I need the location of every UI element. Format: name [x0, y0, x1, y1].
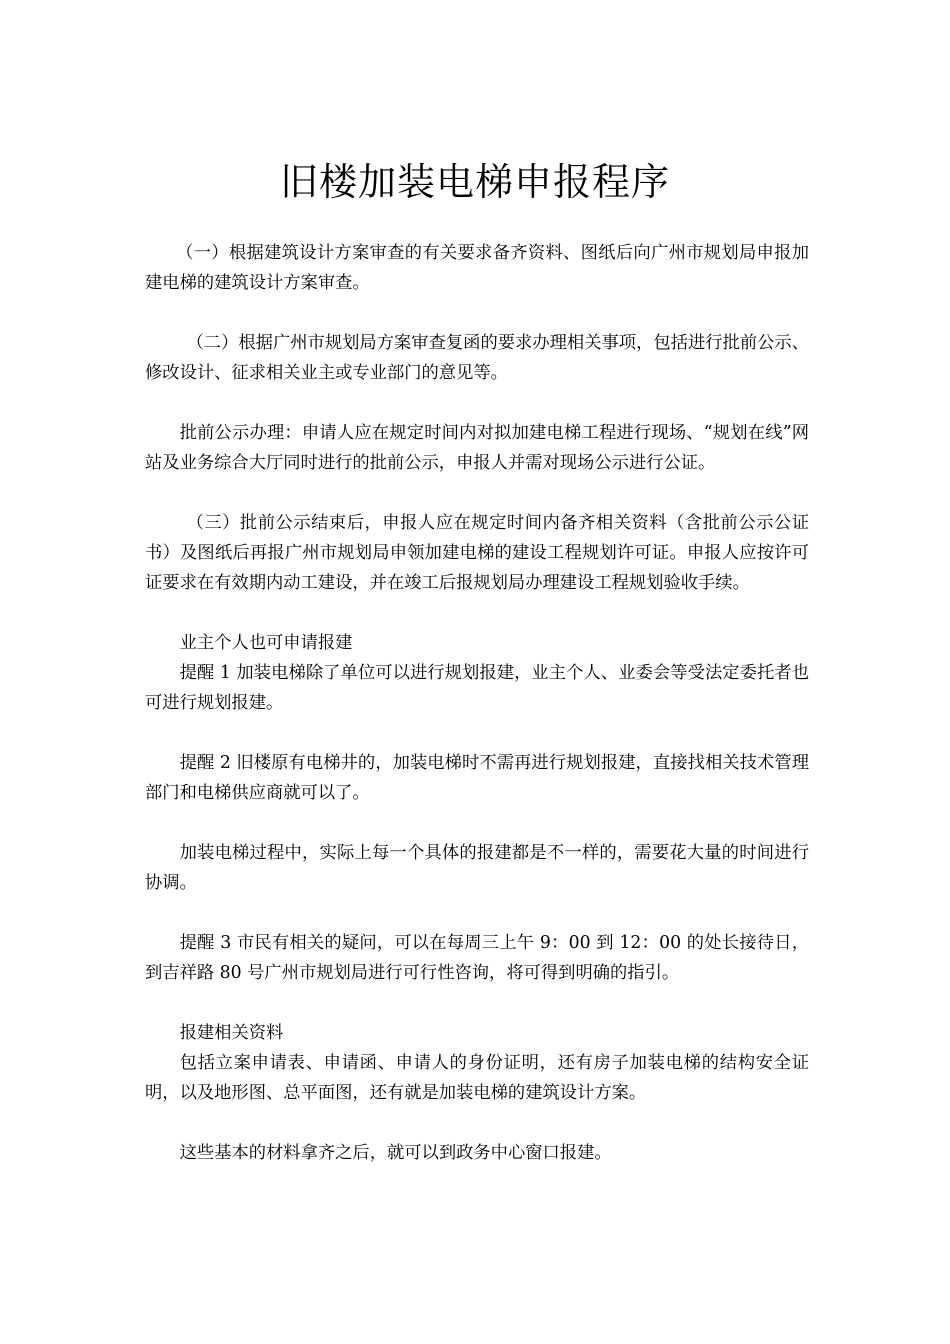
- paragraph-step-3: （三）批前公示结束后，申报人应在规定时间内备齐相关资料（含批前公示公证书）及图纸后再报广州市规划局申领加建电梯的建设工程规划许可证。申报人应按许可证要求在有效期内动工建设，并在竣工后报规划局办理建设工程规划验收手续。: [145, 513, 809, 593]
- paragraph-coordination-note: 加装电梯过程中，实际上每一个具体的报建都是不一样的，需要花大量的时间进行协调。: [145, 843, 809, 893]
- document-title: 旧楼加装电梯申报程序: [279, 160, 670, 204]
- paragraph-reminder-2: 提醒 2 旧楼原有电梯井的，加装电梯时不需再进行规划报建，直接找相关技术管理部门和电梯供应商就可以了。: [145, 753, 809, 803]
- paragraph-pre-approval-notice: 批前公示办理：申请人应在规定时间内对拟加建电梯工程进行现场、“规划在线”网站及业务综合大厅同时进行的批前公示，申报人并需对现场公示进行公证。: [145, 423, 809, 473]
- paragraph-submission-note: 这些基本的材料拿齐之后，就可以到政务中心窗口报建。: [179, 1143, 612, 1163]
- paragraph-step-2: （二）根据广州市规划局方案审查复函的要求办理相关事项，包括进行批前公示、修改设计、征求相关业主或专业部门的意见等。: [145, 333, 809, 383]
- paragraph-reminder-1: 提醒 1 加装电梯除了单位可以进行规划报建，业主个人、业委会等受法定委托者也可进行规划报建。: [145, 663, 809, 713]
- paragraph-materials-list: 包括立案申请表、申请函、申请人的身份证明，还有房子加装电梯的结构安全证明，以及地形图、总平面图，还有就是加装电梯的建筑设计方案。: [145, 1053, 809, 1103]
- paragraph-step-1: （一）根据建筑设计方案审查的有关要求备齐资料、图纸后向广州市规划局申报加建电梯的建筑设计方案审查。: [145, 243, 809, 293]
- paragraph-reminder-3: 提醒 3 市民有相关的疑问，可以在每周三上午 9：00 到 12：00 的处长接待日，到吉祥路 80 号广州市规划局进行可行性咨询，将可得到明确的指引。: [145, 933, 809, 983]
- section-heading-materials: 报建相关资料: [179, 1023, 284, 1043]
- section-heading-owner-application: 业主个人也可申请报建: [179, 633, 353, 653]
- document-body: [145, 238, 809, 1168]
